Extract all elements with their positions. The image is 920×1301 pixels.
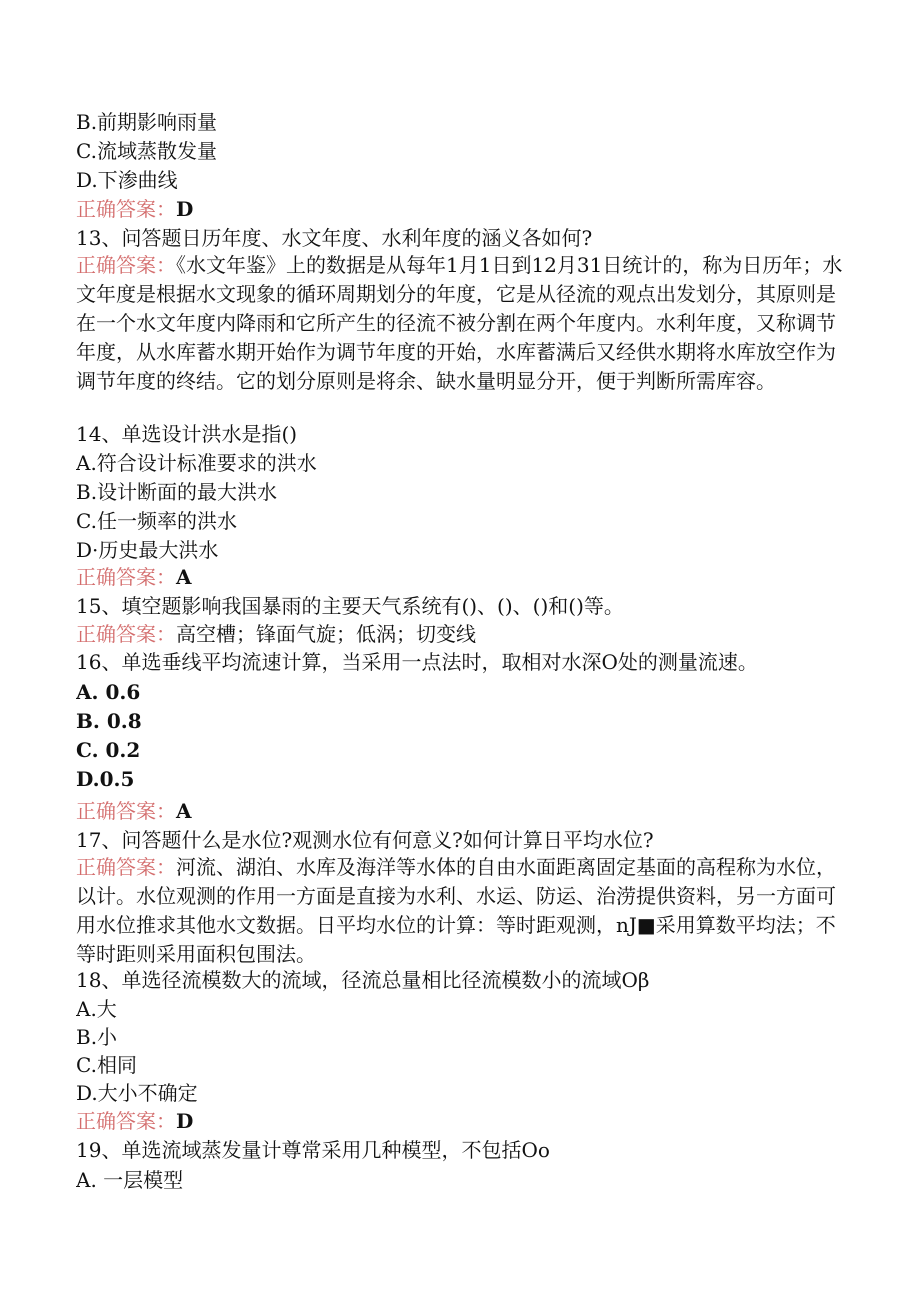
q16-option-c: C. 0.2 (76, 738, 141, 762)
option-c-prev: C.流域蒸散发量 (76, 139, 217, 163)
q14-option-b: B.设计断面的最大洪水 (76, 480, 278, 504)
q18-option-a: A.大 (76, 997, 117, 1021)
answer-label: 正确答案： (76, 622, 176, 646)
answer-value: A (176, 565, 192, 589)
q14-option-d: D·历史最大洪水 (76, 538, 219, 562)
answer-label: 正确答案： (76, 197, 176, 221)
answer-value: D (176, 1109, 194, 1133)
answer-text: 《水文年鉴》上的数据是从每年1月1日到12月31日统计的，称为日历年；水文年度是根据水文现象的循环周期划分的年度，它是从径流的观点出发划分，其原则是在一个水文年度内降雨和它所产生的径流不被分割在两个年度内。水利年度，又称调节年度，从水库蓄水期开始作为调节年度的开始，水库蓄满后又经供水期将水库放空作为调节年度的终结。它的划分原则是将余、缺水量明显分开，便于判断所需库容。 (76, 253, 843, 393)
answer-13 (76, 251, 846, 427)
question-17: 17、问答题什么是水位?观测水位有何意义?如何计算日平均水位? (76, 828, 654, 852)
option-b-prev: B.前期影响雨量 (76, 110, 218, 134)
answer-label: 正确答案： (76, 855, 176, 879)
question-18: 18、单选径流模数大的流域，径流总量相比径流模数小的流域Oβ (76, 968, 650, 992)
q16-option-d: D.0.5 (76, 767, 135, 791)
q18-option-b: B.小 (76, 1025, 118, 1049)
answer-text: 河流、湖泊、水库及海洋等水体的自由水面距离固定基面的高程称为水位，以计。水位观测的作用一方面是直接为水利、水运、防运、治涝提供资料，另一方面可用水位推求其他水文数据。日平均水位的计算：等时距观测，nJ■采用算数平均法；不等时距则采用面积包围法。 (76, 855, 836, 966)
answer-18 (76, 1107, 846, 1135)
answer-14 (76, 563, 846, 591)
option-d-prev: D.下渗曲线 (76, 168, 178, 192)
answer-label: 正确答案： (76, 565, 176, 589)
answer-value: 高空槽；锋面气旋；低涡；切变线 (176, 622, 476, 646)
question-19: 19、单选流域蒸发量计尊常采用几种模型，不包括Oo (76, 1138, 550, 1162)
question-15: 15、填空题影响我国暴雨的主要天气系统有()、()、()和()等。 (76, 594, 624, 618)
q16-option-a: A. 0.6 (76, 680, 141, 704)
answer-label: 正确答案： (76, 799, 176, 823)
answer-label: 正确答案： (76, 253, 176, 277)
answer-label: 正确答案： (76, 1109, 176, 1133)
answer-15 (76, 620, 846, 648)
q19-option-a: A. 一层模型 (76, 1168, 184, 1192)
q14-option-c: C.任一频率的洪水 (76, 509, 237, 533)
answer-17 (76, 853, 846, 971)
q14-option-a: A.符合设计标准要求的洪水 (76, 451, 317, 475)
answer-value: D (176, 197, 194, 221)
answer-16 (76, 797, 846, 825)
question-13: 13、问答题日历年度、水文年度、水利年度的涵义各如何? (76, 226, 593, 250)
answer-prev (76, 195, 846, 223)
question-14: 14、单选设计洪水是指() (76, 422, 298, 446)
q18-option-d: D.大小不确定 (76, 1081, 198, 1105)
q18-option-c: C.相同 (76, 1053, 137, 1077)
question-16: 16、单选垂线平均流速计算，当采用一点法时，取相对水深O处的测量流速。 (76, 650, 758, 674)
answer-value: A (176, 799, 192, 823)
q16-option-b: B. 0.8 (76, 709, 142, 733)
